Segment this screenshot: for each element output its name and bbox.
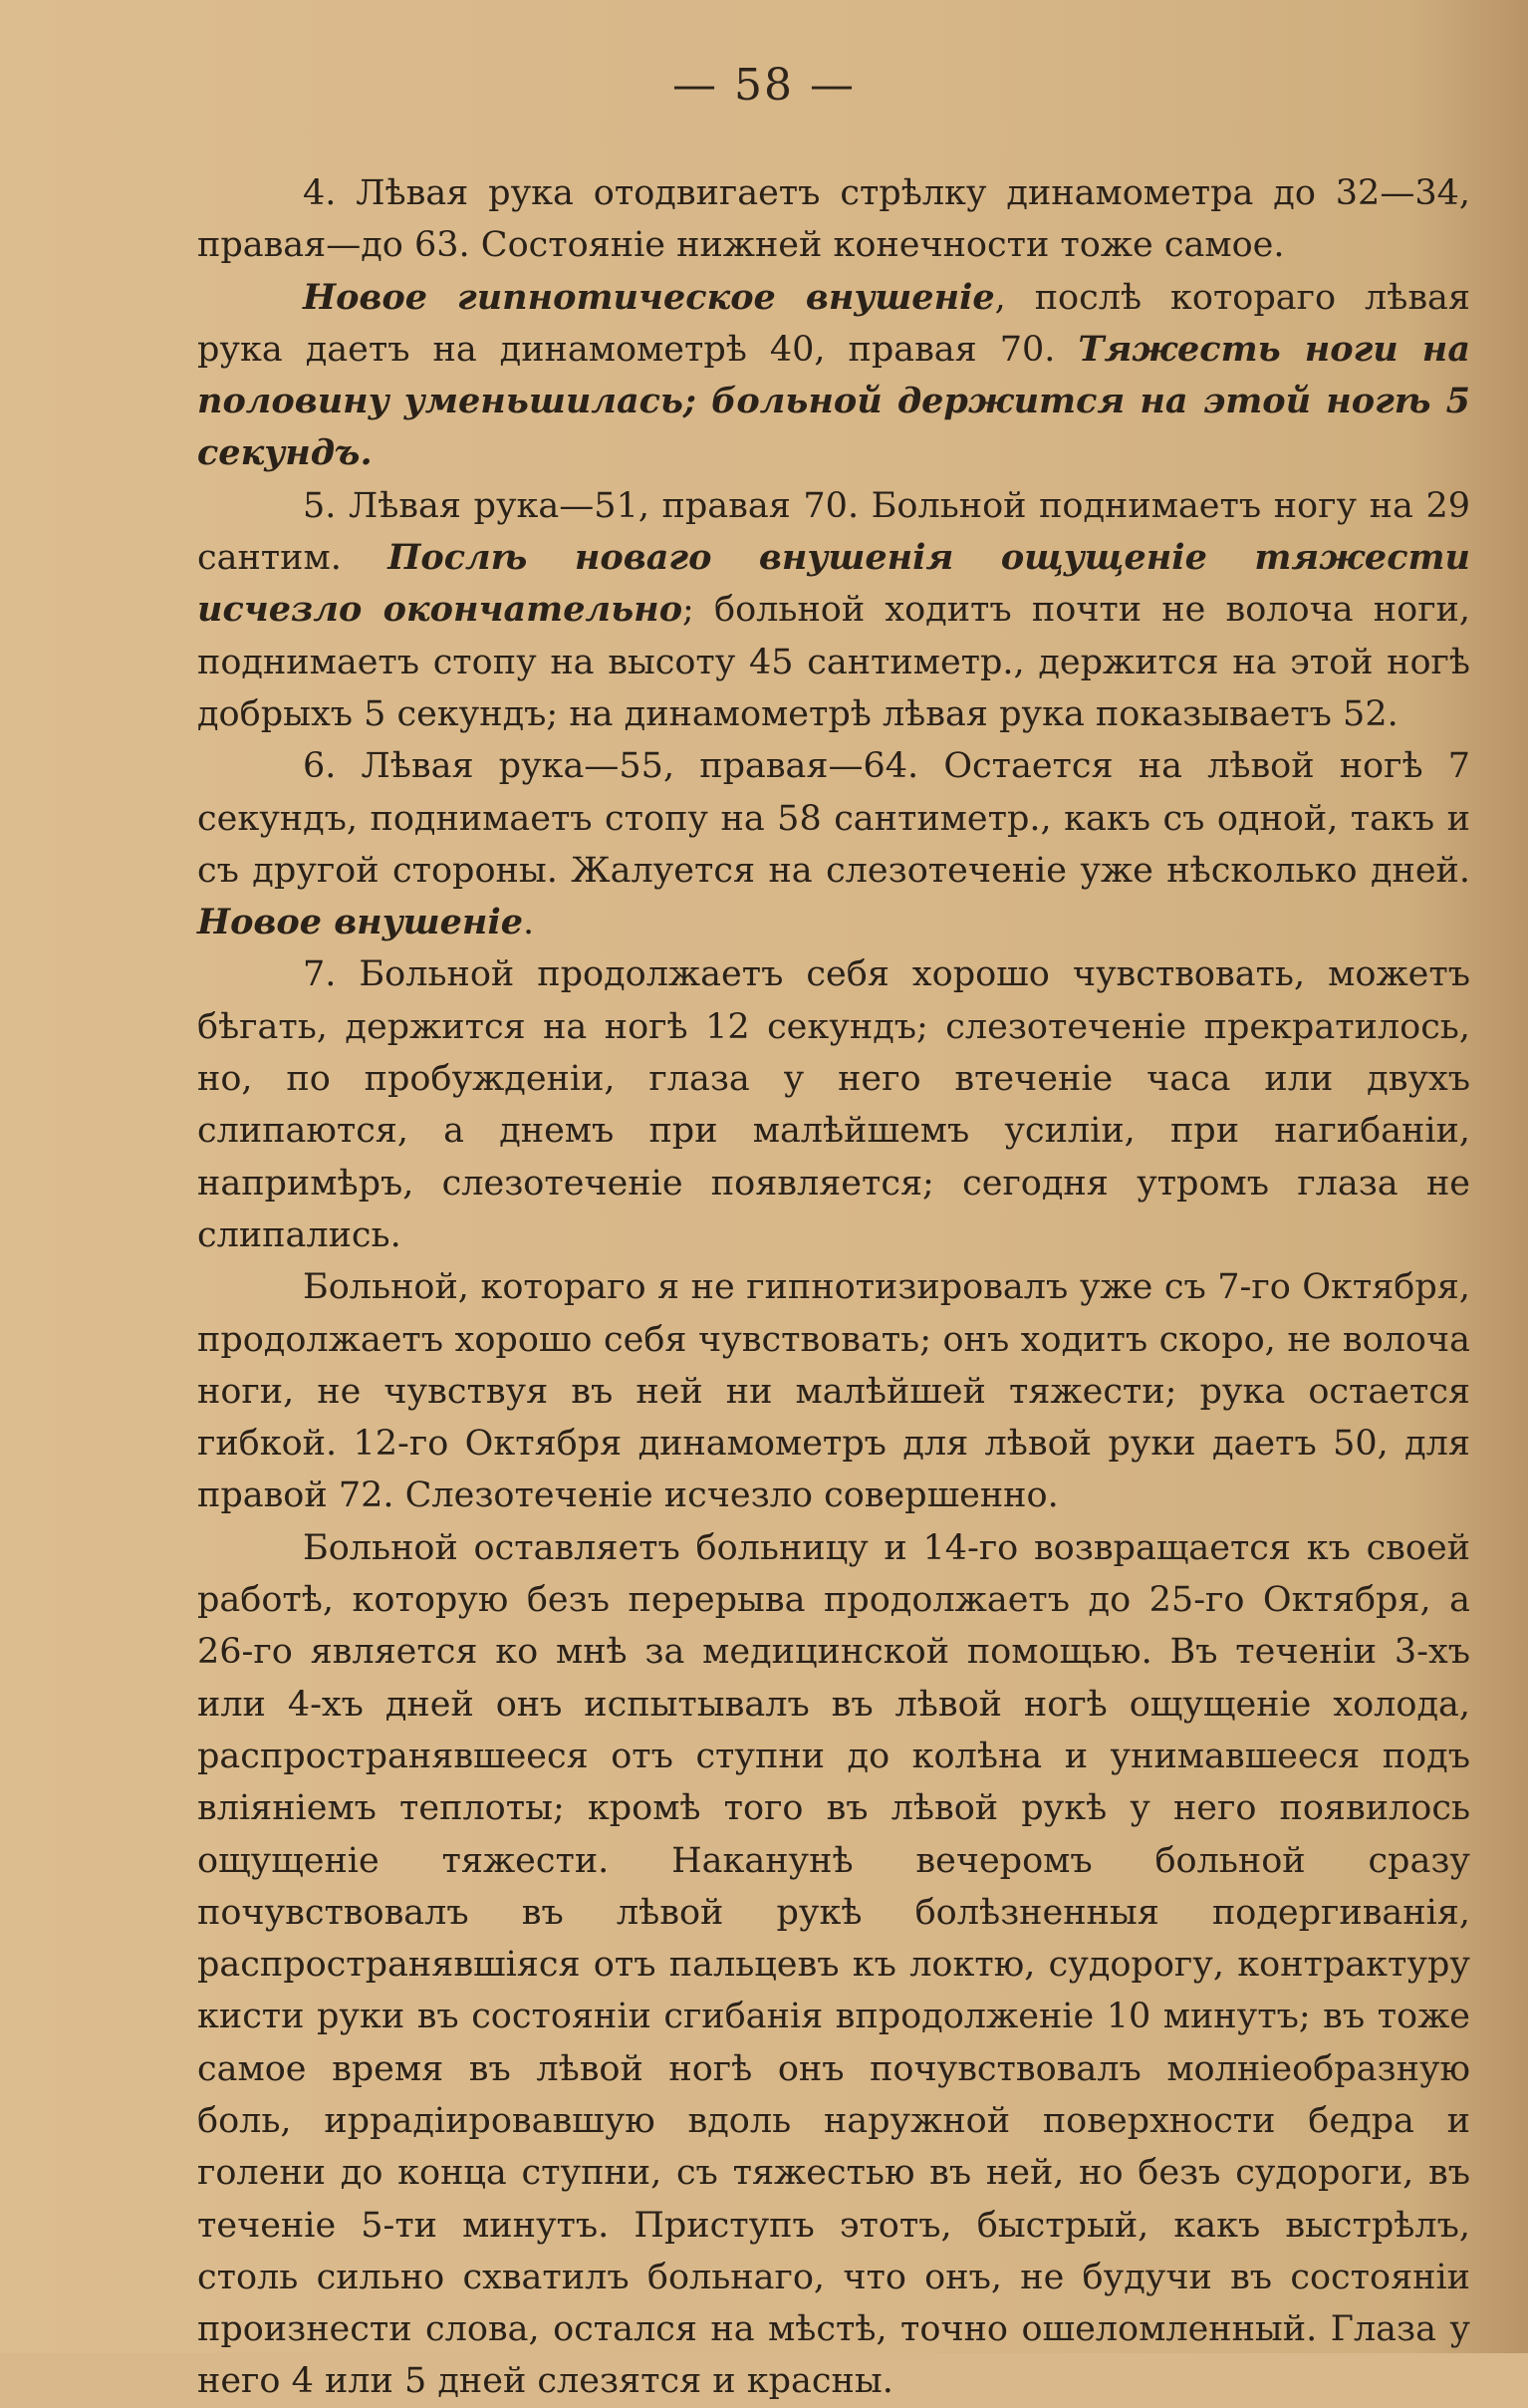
emphasis-text: Новое внушеніе [197, 902, 524, 943]
paragraph-p8 [197, 1261, 1470, 1521]
paragraph-p4 [197, 167, 1470, 272]
page-number: — 58 — [672, 60, 856, 111]
paragraph-p5 [197, 480, 1470, 740]
text-segment: Больной оставляетъ больницу и 14-го возвращается къ своей работѣ, которую безъ перерыва продолжаетъ до 25-го Октября, а 26-го является ко мнѣ за медицинской помощью. Въ теченіи 3-хъ или 4-хъ дней онъ испытывалъ въ лѣвой ногѣ ощущеніе холода, распространявшееся отъ ступни до колѣна и унимавшееся подъ вліяніемъ теплоты; кромѣ того въ лѣвой рукѣ у него появилось ощущеніе тяжести. Наканунѣ вечеромъ больной сразу почувствовалъ въ лѣвой рукѣ болѣзненныя подергиванія, распространявшіяся отъ пальцевъ къ локтю, судорогу, контрактуру кисти руки въ состояніи сгибанія впродолженіе 10 минутъ; въ тоже самое время въ лѣвой ногѣ онъ почувствовалъ молніеобразную боль, иррадіировавшую вдоль наружной поверхности бедра и голени до конца ступни, съ тяжестью въ ней, но безъ судороги, въ теченіе 5-ти минутъ. Приступъ этотъ, быстрый, какъ выстрѣлъ, столь сильно схватилъ больнаго, что онъ, не будучи въ состояніи произнести слова, остался на мѣстѣ, точно ошеломленный. Глаза у него 4 или 5 дней слезятся и красны. [197, 1527, 1470, 2402]
paragraph-p7 [197, 948, 1470, 1261]
body-text [197, 167, 1470, 2408]
text-segment: . [523, 903, 535, 943]
text-segment: 6. Лѣвая рука—55, правая—64. Остается на лѣвой ногѣ 7 секундъ, поднимаетъ стопу на 58 сантиметр., какъ съ одной, такъ и съ другой стороны. Жалуется на слезотеченіе уже нѣсколько дней. [197, 746, 1470, 891]
text-segment: 4. Лѣвая рука отодвигаетъ стрѣлку динамометра до 32—34, правая—до 63. Состояніе нижней конечности тоже самое. [197, 173, 1470, 266]
text-segment: ; больной ходитъ почти не волоча ноги, поднимаетъ стопу на высоту 45 сантиметр., держится на этой ногѣ добрыхъ 5 секундъ; на динамометрѣ лѣвая рука показываетъ 52. [197, 590, 1470, 734]
text-segment: Больной, котораго я не гипнотизировалъ уже съ 7-го Октября, продолжаетъ хорошо себя чувствовать; онъ ходитъ скоро, не волоча ноги, не чувствуя въ ней ни малѣйшей тяжести; рука остается гибкой. 12-го Октября динамометръ для лѣвой руки даетъ 50, для правой 72. Слезотеченіе исчезло совершенно. [197, 1267, 1470, 1516]
paragraph-p6 [197, 740, 1470, 948]
emphasis-text: Новое гипнотическое внушеніе [303, 276, 995, 318]
text-segment: 5. Лѣвая рука—51, правая 70. Больной поднимаетъ ногу на 29 сантим. [197, 485, 1470, 579]
paragraph-p4b [197, 272, 1470, 480]
emphasis-text: Тяжесть ноги на половину уменьшилась; больной держится на этой ногѣ 5 секундъ. [197, 328, 1471, 474]
text-segment: , послѣ котораго лѣвая рука даетъ на динамометрѣ 40, правая 70. [197, 277, 1470, 370]
text-segment: 7. Больной продолжаетъ себя хорошо чувствовать, можетъ бѣгать, держится на ногѣ 12 секундъ; слезотеченіе прекратилось, но, по пробужденіи, глаза у него втеченіе часа или двухъ слипаются, а днемъ при малѣйшемъ усиліи, при нагибаніи, напримѣръ, слезотеченіе появляется; сегодня утромъ глаза не слипались. [197, 954, 1470, 1255]
emphasis-text: Послѣ новаго внушенія ощущеніе тяжести исчезло окончательно [197, 537, 1470, 631]
paragraph-p9 [197, 1522, 1470, 2408]
